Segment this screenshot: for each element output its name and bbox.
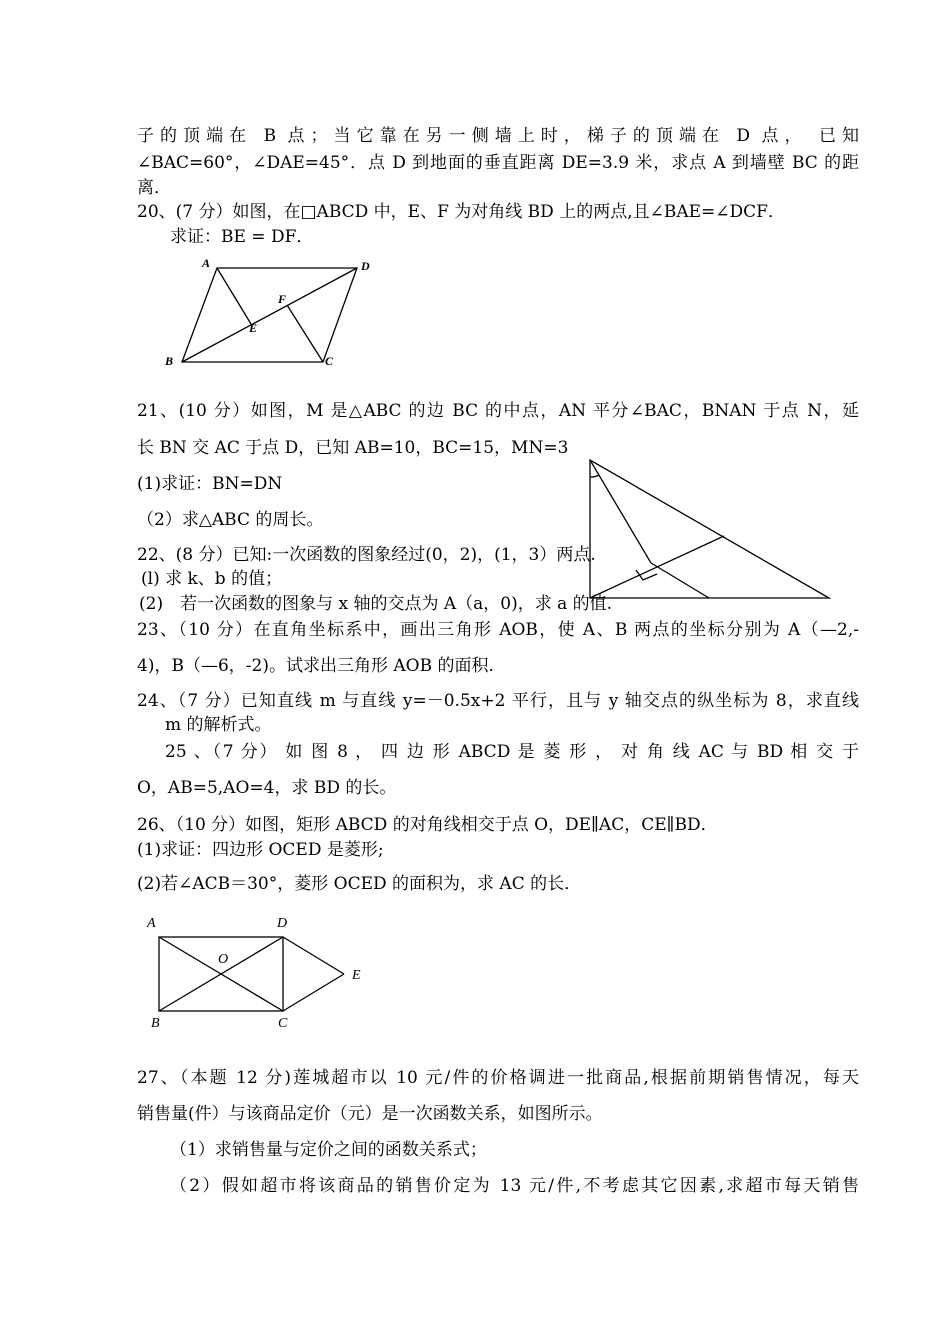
question-21-part1: (1)求证：BN=DN	[137, 474, 283, 494]
rectangle-rhombus-figure	[140, 910, 380, 1035]
label-c: C	[278, 1016, 288, 1031]
question-21-part2: （2）求△ABC 的周长。	[137, 510, 324, 530]
question-21-cont: 长 BN 交 AC 于点 D，已知 AB=10，BC=15，MN=3	[137, 438, 569, 458]
label-b: B	[151, 1016, 160, 1031]
text-line-2: ∠BAC=60°，∠DAE=45°．点 D 到地面的垂直距离 DE=3.9 米，求点 A 到墙壁 BC 的距	[137, 153, 859, 173]
question-23: 23、（10 分）在直角坐标系中，画出三角形 AOB，使 A、B 两点的坐标分别为 A（—2,-	[137, 620, 859, 640]
label-e: E	[352, 968, 361, 983]
question-25: 25 、（7 分） 如 图 8 ， 四 边 形 ABCD 是 菱 形 ， 对 角 线 AC 与 BD 相 交 于	[165, 742, 859, 762]
question-20: 20、(7 分）如图，在□ABCD 中，E、F 为对角线 BD 上的两点,且∠BAE=∠DCF．	[137, 202, 785, 222]
question-25-cont: O，AB=5,AO=4，求 BD 的长。	[137, 778, 397, 798]
label-d: D	[277, 916, 288, 931]
text-line-1: 子的顶端在 B 点；当它靠在另一侧墙上时，梯子的顶端在 D 点， 已知	[137, 126, 859, 146]
segment-de	[283, 937, 344, 974]
question-24-cont: m 的解析式。	[165, 715, 272, 735]
question-24: 24、（7 分）已知直线 m 与直线 y=－0.5x+2 平行，且与 y 轴交点的纵坐标为 8，求直线	[137, 691, 859, 711]
label-e: E	[249, 321, 258, 335]
question-22-part1: (l) 求 k、b 的值；	[141, 569, 283, 589]
question-26-part2: (2)若∠ACB＝30°，菱形 OCED 的面积为，求 AC 的长．	[137, 874, 582, 894]
segment-ae	[217, 268, 251, 324]
label-d: D	[361, 259, 370, 273]
label-a: A	[147, 916, 156, 931]
segment-ce	[283, 974, 344, 1011]
question-22: 22、(8 分）已知:一次函数的图象经过(0，2)，(1，3）两点.	[137, 545, 596, 565]
label-b: B	[165, 354, 174, 368]
question-21: 21、(10 分）如图，M 是△ABC 的边 BC 的中点，AN 平分∠BAC，BNAN 于点 N，延	[137, 401, 859, 421]
label-a: A	[202, 256, 211, 270]
question-26-part1: (1)求证：四边形 OCED 是菱形;	[137, 840, 384, 860]
question-22-part2: (2) 若一次函数的图象与 x 轴的交点为 A（a，0)，求 a 的值.	[139, 594, 613, 614]
question-27-part1: （1）求销售量与定价之间的函数关系式；	[170, 1140, 487, 1160]
triangle-abc	[590, 460, 829, 598]
question-27: 27、（本题 12 分)莲城超市以 10 元/件的价格调进一批商品,根据前期销售情况，每天	[137, 1068, 859, 1088]
segment-nm	[651, 563, 709, 598]
triangle-figure	[585, 455, 835, 605]
label-c: C	[325, 354, 334, 368]
label-o: O	[218, 952, 229, 967]
question-27-part2: （2）假如超市将该商品的销售价定为 13 元/件,不考虑其它因素,求超市每天销售	[170, 1176, 859, 1196]
parallelogram-figure	[160, 255, 380, 370]
question-27-cont: 销售量(件）与该商品定价（元）是一次函数关系，如图所示。	[137, 1104, 603, 1124]
diagonal-bd	[182, 268, 357, 362]
question-26: 26、（10 分）如图，矩形 ABCD 的对角线相交于点 O，DE∥AC，CE∥BD．	[137, 815, 718, 835]
segment-cf	[287, 305, 323, 362]
question-20-prove: 求证：BE = DF．	[170, 227, 314, 247]
angle-arc	[590, 475, 599, 477]
label-f: F	[278, 292, 287, 306]
text-line-3: 离．	[137, 178, 171, 198]
question-23-cont: 4)，B（—6，-2)。试求出三角形 AOB 的面积.	[137, 656, 494, 676]
